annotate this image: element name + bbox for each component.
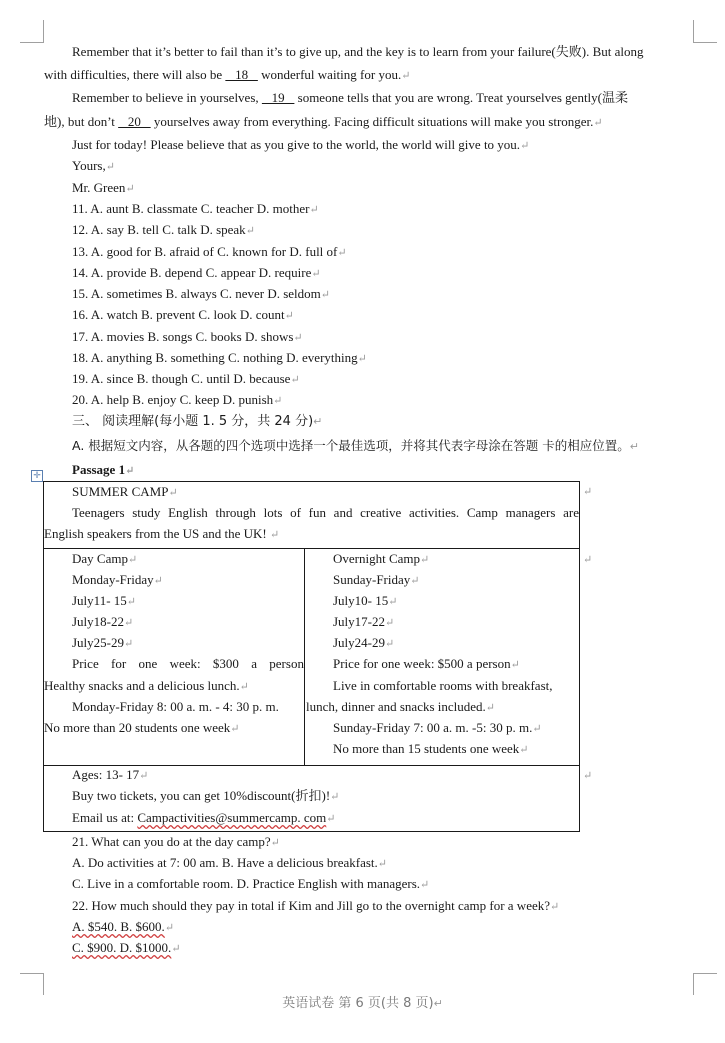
row-end-marker-3: ↵ bbox=[583, 770, 593, 782]
row-end-marker-1: ↵ bbox=[583, 486, 593, 498]
day-camp-date-2: July18-22↵ bbox=[72, 614, 134, 629]
day-camp-limit: No more than 20 students one week↵ bbox=[44, 720, 240, 735]
paragraph-1-line-2: with difficulties, there will also be 18 wonderful waiting for you.↵ bbox=[44, 67, 411, 82]
paragraph-3: Just for today! Please believe that as you give to the world, the world will give to you.↵ bbox=[72, 137, 530, 152]
overnight-camp-limit: No more than 15 students one week↵ bbox=[333, 741, 529, 756]
day-camp-days: Monday-Friday↵ bbox=[72, 572, 163, 587]
blank-20: 20 bbox=[118, 114, 151, 129]
email-address[interactable]: Campactivities@summercamp. com bbox=[137, 810, 327, 825]
question-22: 22. How much should they pay in total if Kim and Jill go to the overnight camp for a week?↵ bbox=[72, 898, 560, 913]
option-12: 12. A. say B. tell C. talk D. speak↵ bbox=[72, 222, 255, 237]
option-15: 15. A. sometimes B. always C. never D. seldom↵ bbox=[72, 286, 330, 301]
letter-signature: Mr. Green↵ bbox=[72, 180, 135, 195]
crop-mark-bottom-right-h bbox=[693, 973, 717, 974]
paragraph-2-line-2: 地), but don’t 20 yourselves away from everything. Facing difficult situations will make you stronger.↵ bbox=[44, 114, 603, 129]
passage-label: Passage 1↵ bbox=[72, 462, 135, 477]
row-end-marker-2: ↵ bbox=[583, 554, 593, 566]
table-border-top bbox=[43, 481, 580, 482]
table-border-right bbox=[579, 481, 580, 832]
camp-title: SUMMER CAMP↵ bbox=[72, 484, 178, 499]
option-18: 18. A. anything B. something C. nothing D. everything↵ bbox=[72, 350, 367, 365]
overnight-camp-date-2: July17-22↵ bbox=[333, 614, 395, 629]
day-camp-hours: Monday-Friday 8: 00 a. m. - 4: 30 p. m. bbox=[72, 699, 279, 714]
overnight-camp-rooms-line-2: lunch, dinner and snacks included.↵ bbox=[306, 699, 496, 714]
table-row-divider-1 bbox=[43, 548, 580, 549]
question-21-options-cd: C. Live in a comfortable room. D. Practice English with managers.↵ bbox=[72, 876, 430, 891]
camp-email: Email us at: Campactivities@summercamp. com↵ bbox=[72, 810, 336, 825]
option-16: 16. A. watch B. prevent C. look D. count↵ bbox=[72, 307, 294, 322]
section-instruction: A. 根据短文内容，从各题的四个选项中选择一个最佳选项，并将其代表字母涂在答题 卡的相应位置。↵ bbox=[72, 438, 639, 453]
page-footer: 英语试卷 第 6 页(共 8 页)↵ bbox=[282, 996, 443, 1011]
overnight-camp-name: Overnight Camp↵ bbox=[333, 551, 430, 566]
day-camp-date-1: July11- 15↵ bbox=[72, 593, 136, 608]
overnight-camp-days: Sunday-Friday↵ bbox=[333, 572, 420, 587]
camp-discount: Buy two tickets, you can get 10%discount(折扣)!↵ bbox=[72, 788, 340, 803]
table-border-bottom bbox=[43, 831, 580, 832]
overnight-camp-price: Price for one week: $500 a person↵ bbox=[333, 656, 520, 671]
question-21-options-ab: A. Do activities at 7: 00 am. B. Have a delicious breakfast.↵ bbox=[72, 855, 387, 870]
crop-mark-top-left-v bbox=[43, 20, 44, 43]
table-move-handle-icon[interactable]: ✛ bbox=[31, 470, 43, 482]
camp-ages: Ages: 13- 17↵ bbox=[72, 767, 149, 782]
option-20: 20. A. help B. enjoy C. keep D. punish↵ bbox=[72, 392, 283, 407]
crop-mark-top-right-v bbox=[693, 20, 694, 43]
option-19: 19. A. since B. though C. until D. because↵ bbox=[72, 371, 300, 386]
paragraph-1-line-1: Remember that it’s better to fail than it’s to give up, and the key is to learn from your failure(失败). But along bbox=[72, 44, 644, 59]
overnight-camp-rooms-line-1: Live in comfortable rooms with breakfast, bbox=[333, 678, 553, 693]
paragraph-2-line-1: Remember to believe in yourselves, 19 someone tells that you are wrong. Treat yourselves gently(温柔 bbox=[72, 90, 628, 105]
crop-mark-top-left-h bbox=[20, 42, 44, 43]
option-13: 13. A. good for B. afraid of C. known for D. full of↵ bbox=[72, 244, 347, 259]
table-column-divider bbox=[304, 548, 305, 766]
day-camp-name: Day Camp↵ bbox=[72, 551, 138, 566]
question-21: 21. What can you do at the day camp?↵ bbox=[72, 834, 280, 849]
option-14: 14. A. provide B. depend C. appear D. require↵ bbox=[72, 265, 321, 280]
table-row-divider-2 bbox=[43, 765, 580, 766]
overnight-camp-date-3: July24-29↵ bbox=[333, 635, 395, 650]
crop-mark-bottom-left-h bbox=[20, 973, 44, 974]
camp-intro-line-2: English speakers from the US and the UK! ↵ bbox=[44, 526, 280, 541]
question-22-options-cd: C. $900. D. $1000.↵ bbox=[72, 940, 181, 955]
day-camp-date-3: July25-29↵ bbox=[72, 635, 134, 650]
overnight-camp-date-1: July10- 15↵ bbox=[333, 593, 398, 608]
blank-19: 19 bbox=[261, 90, 295, 105]
question-22-options-ab: A. $540. B. $600.↵ bbox=[72, 919, 175, 934]
day-camp-meal: Healthy snacks and a delicious lunch.↵ bbox=[44, 678, 249, 693]
option-11: 11. A. aunt B. classmate C. teacher D. mother↵ bbox=[72, 201, 319, 216]
camp-intro-line-1: Teenagers study English through lots of fun and creative activities. Camp managers are bbox=[72, 505, 579, 520]
overnight-camp-hours: Sunday-Friday 7: 00 a. m. -5: 30 p. m.↵ bbox=[333, 720, 542, 735]
section-heading: 三、 阅读理解(每小题 1. 5 分，共 24 分)↵ bbox=[72, 414, 323, 429]
day-camp-price: Price for one week: $300 a person bbox=[72, 656, 304, 671]
option-17: 17. A. movies B. songs C. books D. shows↵ bbox=[72, 329, 303, 344]
crop-mark-top-right-h bbox=[693, 42, 717, 43]
letter-closing: Yours,↵ bbox=[72, 158, 115, 173]
blank-18: 18 bbox=[225, 67, 258, 82]
